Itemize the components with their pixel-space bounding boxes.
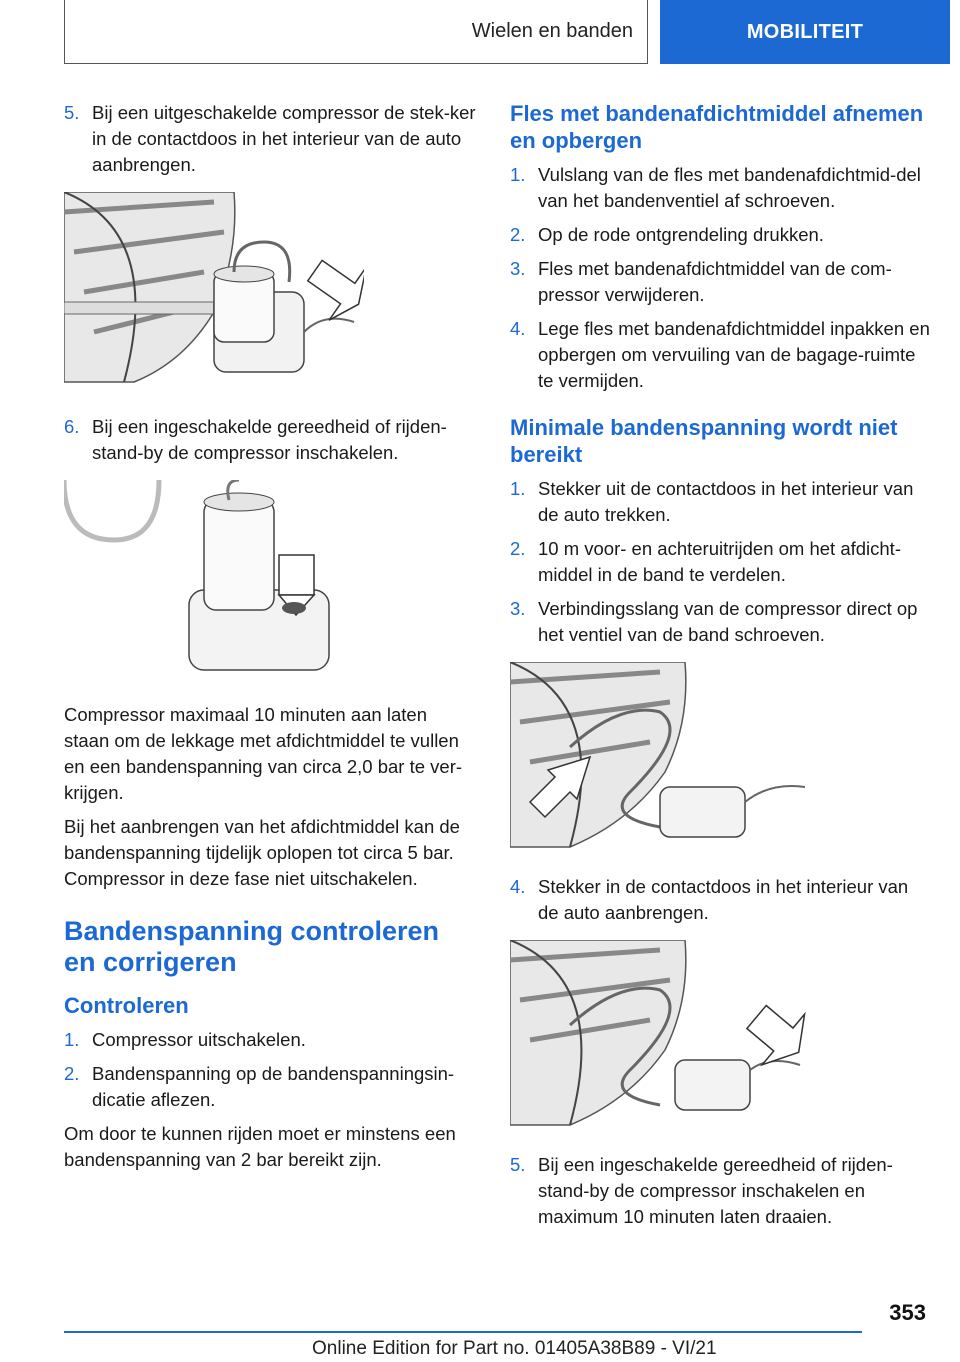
step-text: Vulslang van de fles met bandenafdichtmid-del van het bandenventiel af schroeven. (538, 164, 921, 211)
heading-main: Bandenspanning controleren en corrigeren (64, 916, 440, 977)
step-number: 4. (510, 876, 526, 897)
step-text: Lege fles met bandenafdichtmiddel inpakken en opbergen om vervuiling van de bagage-ruimte te vermijden. (538, 318, 930, 391)
illustration-plug-socket (510, 940, 930, 1130)
plug-socket-image (510, 940, 810, 1130)
step-number: 1. (64, 1029, 80, 1050)
footer-divider (64, 1331, 862, 1333)
step-item (510, 1152, 930, 1230)
step-text: Verbindingsslang van de compressor direct op het ventiel van de band schroeven. (538, 598, 918, 645)
step-item (64, 100, 476, 178)
compressor-switch-image (64, 480, 364, 680)
step-number: 6. (64, 416, 80, 437)
step-item (64, 1027, 476, 1053)
step-item (510, 874, 930, 926)
step-number: 1. (510, 478, 526, 499)
step-item (510, 536, 930, 588)
paragraph: Om door te kunnen rijden moet er minstens een bandenspanning van 2 bar bereikt zijn. (64, 1123, 456, 1170)
illustration-compressor-switch (64, 480, 476, 680)
step-text: Compressor uitschakelen. (92, 1029, 306, 1050)
step-item (510, 256, 930, 308)
step-number: 1. (510, 164, 526, 185)
illustration-compressor-wheel (64, 192, 476, 392)
step-number: 5. (510, 1154, 526, 1175)
chapter-tab[interactable]: MOBILITEIT (660, 0, 950, 64)
page-number: 353 (889, 1300, 926, 1325)
step-text: Bandenspanning op de bandenspanningsin-dicatie aflezen. (92, 1063, 455, 1110)
step-text: Bij een uitgeschakelde compressor de stek-ker in de contactdoos in het interieur van de auto aanbrengen. (92, 102, 476, 175)
header-frame (64, 0, 648, 64)
paragraph: Compressor maximaal 10 minuten aan laten staan om de lekkage met afdichtmiddel te vullen en een bandenspanning van circa 2,0 bar te ver-krijgen. (64, 704, 463, 803)
step-text: Op de rode ontgrendeling drukken. (538, 224, 824, 245)
step-number: 2. (510, 538, 526, 559)
heading-sub: Fles met bandenafdichtmiddel afnemen en opbergen (510, 101, 924, 153)
left-column (64, 100, 476, 1181)
edition-note: Online Edition for Part no. 01405A38B89 - VI/21 (312, 1338, 717, 1359)
step-text: 10 m voor- en achteruitrijden om het afdicht-middel in de band te verdelen. (538, 538, 901, 585)
wheel-compressor-image (64, 192, 364, 392)
step-text: Bij een ingeschakelde gereedheid of rijden-stand-by de compressor inschakelen en maximum 10 minuten laten draaien. (538, 1154, 893, 1227)
step-text: Stekker in de contactdoos in het interieur van de auto aanbrengen. (538, 876, 909, 923)
step-item (510, 162, 930, 214)
step-text: Fles met bandenafdichtmiddel van de com-pressor verwijderen. (538, 258, 892, 305)
step-item (64, 1061, 476, 1113)
illustration-hose-valve (510, 662, 930, 852)
heading-sub: Controleren (64, 993, 189, 1018)
step-number: 3. (510, 258, 526, 279)
step-text: Stekker uit de contactdoos in het interieur van de auto trekken. (538, 478, 914, 525)
paragraph: Bij het aanbrengen van het afdichtmiddel kan de bandenspanning tijdelijk oplopen tot circa 5 bar. Compressor in deze fase niet uitschakelen. (64, 816, 460, 889)
step-text: Bij een ingeschakelde gereedheid of rijden-stand-by de compressor inschakelen. (92, 416, 447, 463)
section-title: Wielen en banden (471, 19, 633, 42)
step-item (510, 476, 930, 528)
step-item (510, 316, 930, 394)
step-item (510, 596, 930, 648)
step-number: 5. (64, 102, 80, 123)
hose-valve-image (510, 662, 810, 852)
step-item (510, 222, 930, 248)
heading-sub: Minimale bandenspanning wordt niet bereikt (510, 415, 898, 467)
step-number: 3. (510, 598, 526, 619)
step-number: 2. (510, 224, 526, 245)
step-number: 2. (64, 1063, 80, 1084)
step-number: 4. (510, 318, 526, 339)
step-item (64, 414, 476, 466)
right-column (510, 100, 930, 1238)
